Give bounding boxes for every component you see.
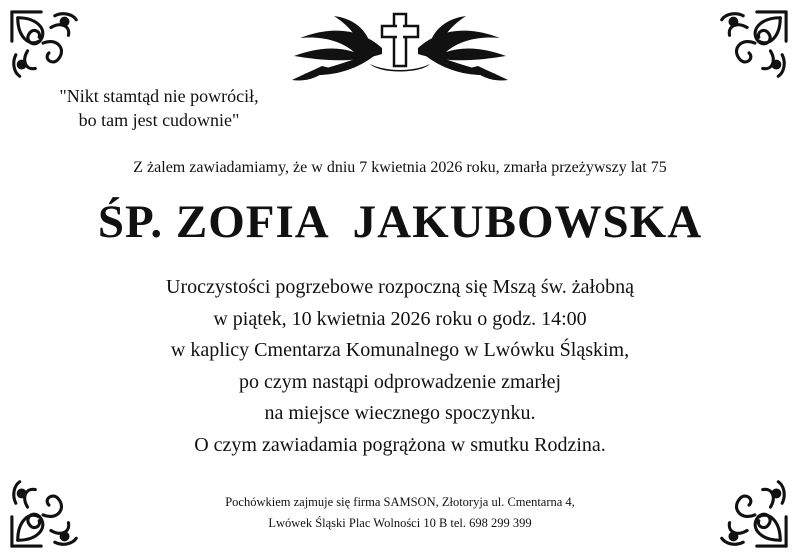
funeral-details	[0, 272, 800, 461]
funeral-line: O czym zawiadamia pogrążona w smutku Rodzina.	[194, 433, 606, 456]
epitaph-quote	[18, 84, 300, 132]
footer-line: Lwówek Śląski Plac Wolności 10 B tel. 698 299 399	[268, 516, 532, 530]
death-announcement: Z żalem zawiadamiamy, że w dniu 7 kwietnia 2026 roku, zmarła przeżywszy lat 75	[133, 159, 667, 176]
funeral-line: po czym nastąpi odprowadzenie zmarłej	[238, 370, 562, 393]
deceased-name: ŚP. ZOFIA JAKUBOWSKA	[97, 196, 703, 248]
footer-line: Pochówkiem zajmuje się firma SAMSON, Złotoryja ul. Cmentarna 4,	[225, 495, 575, 509]
funeral-home-info	[0, 492, 800, 534]
quote-line: "Nikt stamtąd nie powrócił,	[59, 86, 259, 106]
quote-line: bo tam jest cudownie"	[78, 110, 240, 130]
floral-corner-ornament-icon	[8, 8, 86, 86]
funeral-line: na miejsce wiecznego spoczynku.	[264, 402, 536, 424]
funeral-line: w kaplicy Cmentarza Komunalnego w Lwówku Śląskim,	[170, 339, 630, 361]
funeral-line: w piątek, 10 kwietnia 2026 roku o godz. 14:00	[213, 307, 587, 330]
floral-corner-ornament-icon	[712, 8, 790, 86]
funeral-line: Uroczystości pogrzebowe rozpoczną się Mszą św. żałobną	[166, 276, 634, 298]
cross-with-floral-ornament-icon	[270, 8, 530, 92]
